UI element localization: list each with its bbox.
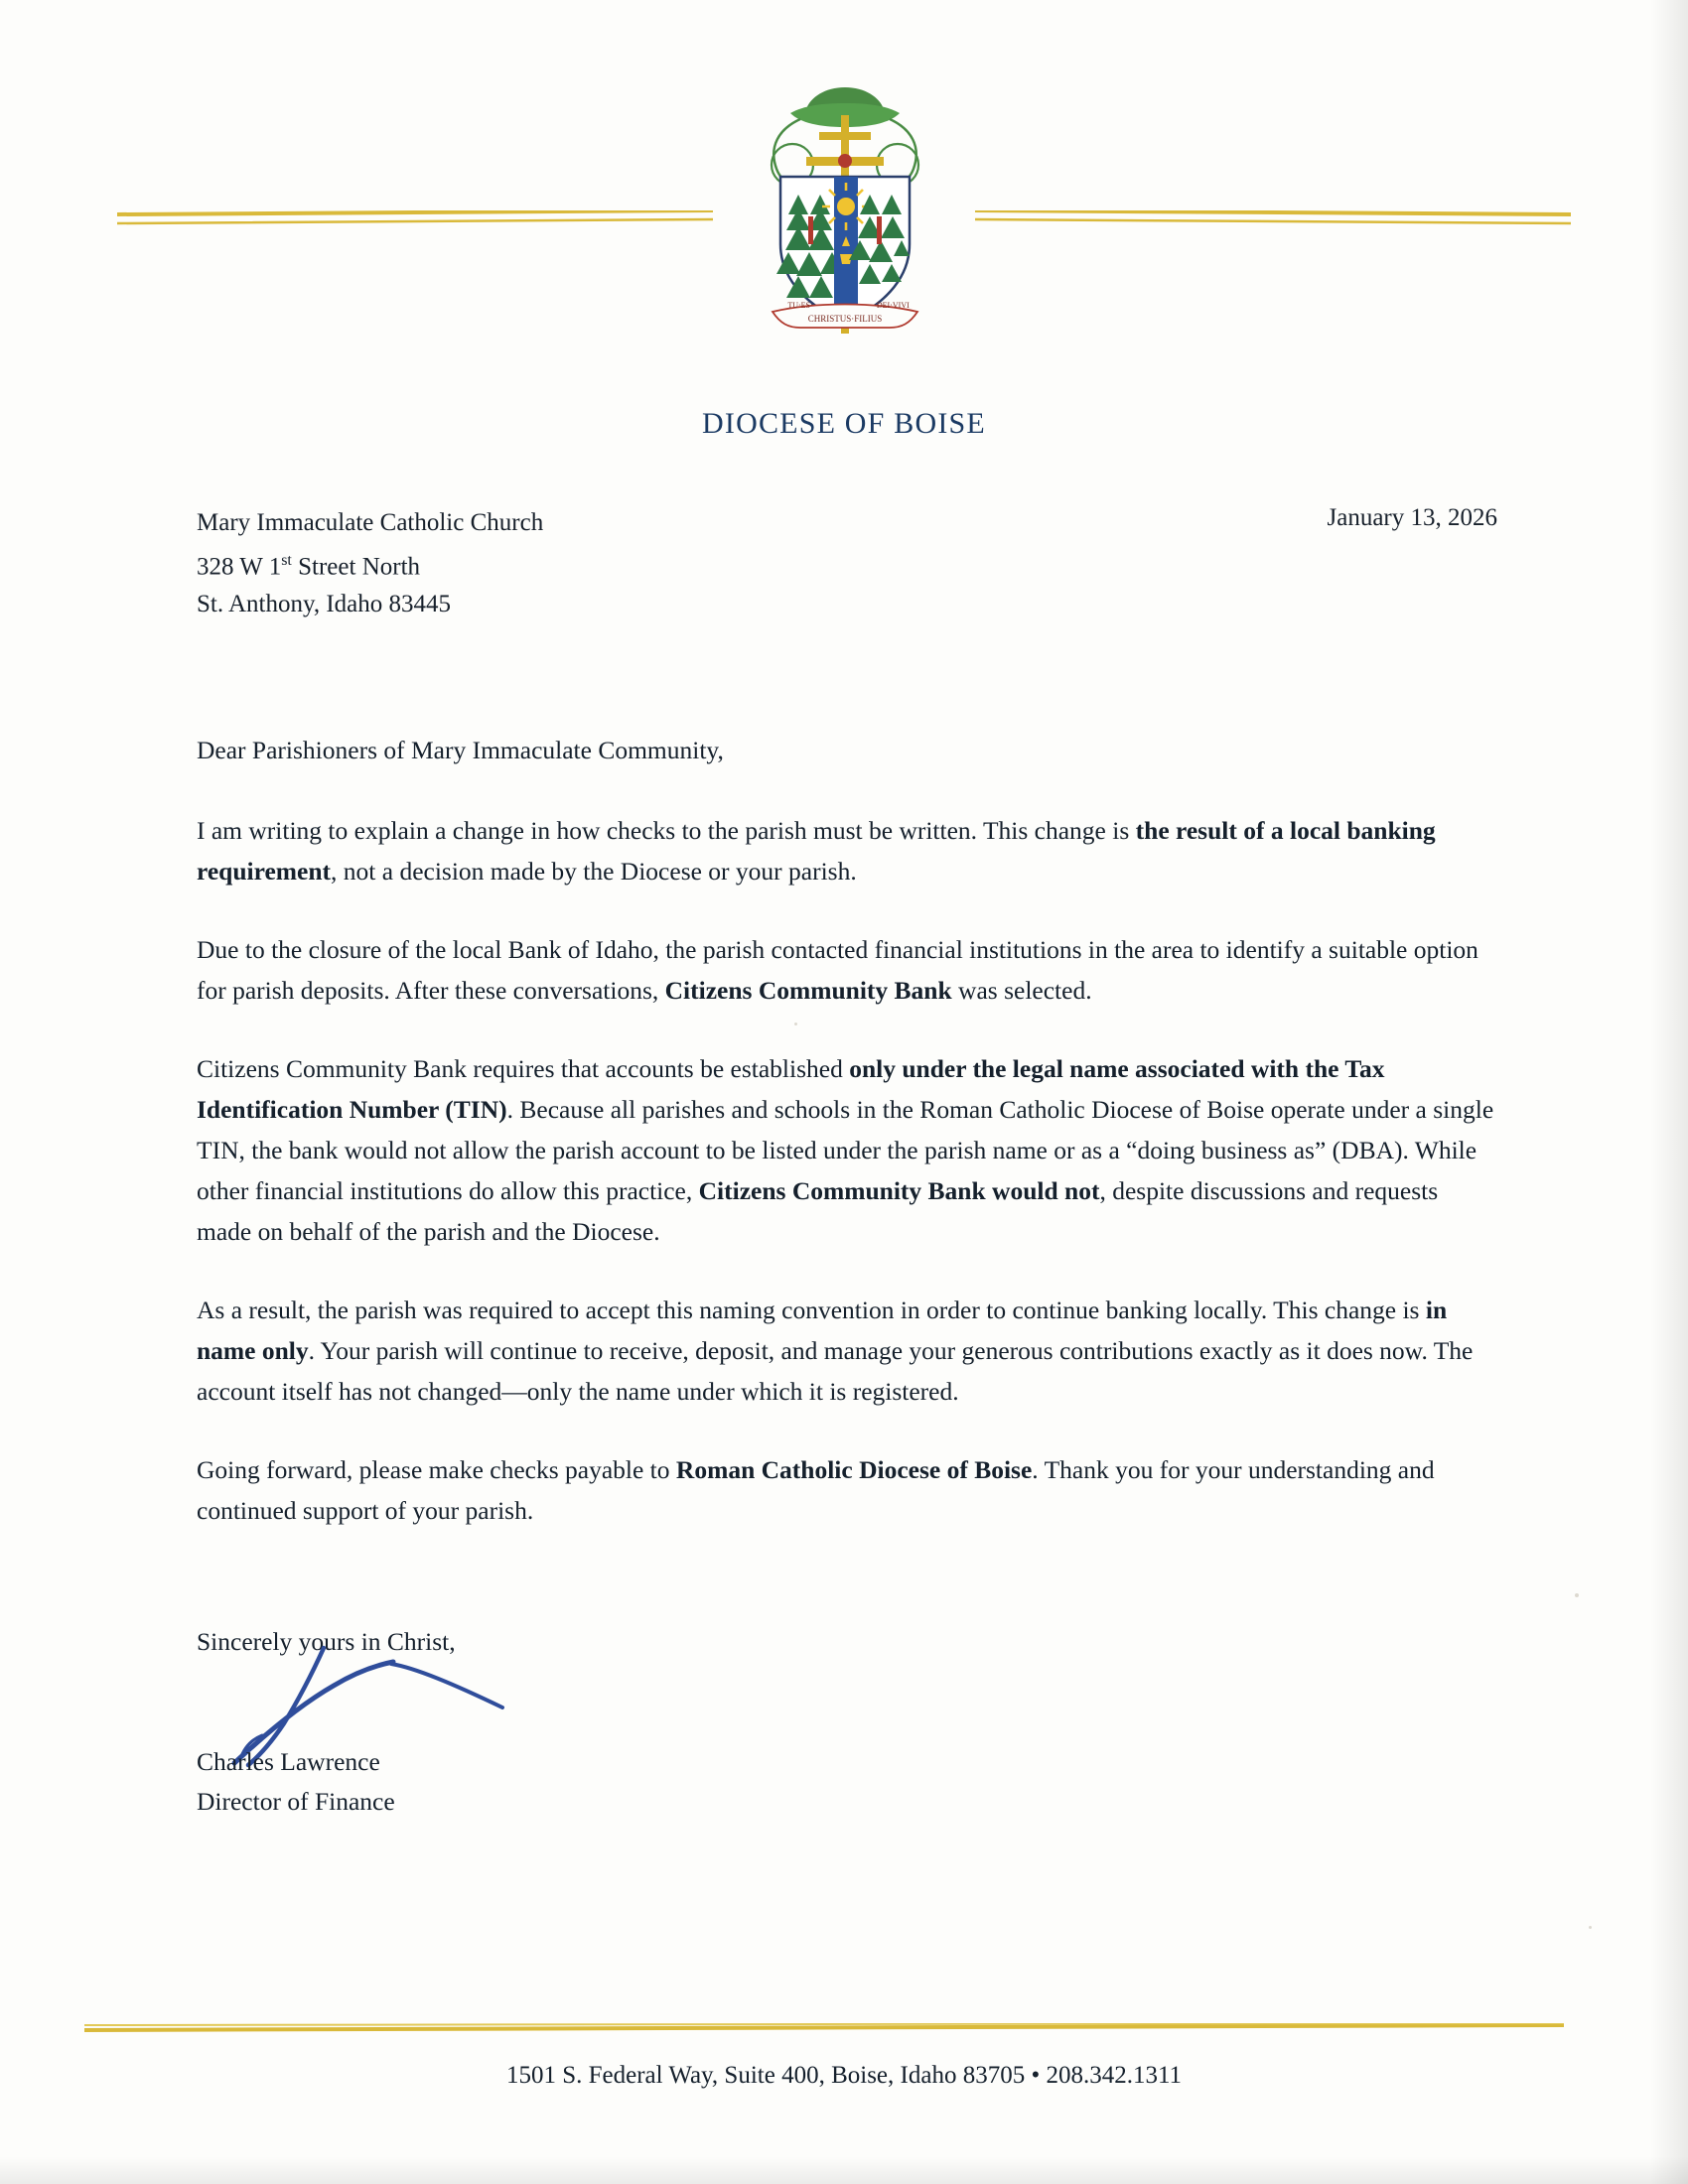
recipient-line-2: [197, 542, 543, 586]
salutation: Dear Parishioners of Mary Immaculate Community,: [197, 736, 724, 764]
recipient-line-2-pre: 328 W 1: [197, 553, 282, 581]
svg-text:·DEI·VIVI: ·DEI·VIVI: [874, 301, 910, 310]
letterhead-rule-top: [117, 210, 1571, 228]
paragraph-1: I am writing to explain a change in how checks to the parish must be written. This change is the result of a local banking requirement, not a decision made by the Diocese or your parish.: [197, 816, 1436, 886]
paragraph-5: Going forward, please make checks payable to Roman Catholic Diocese of Boise. Thank you for your understanding and continued support of your parish.: [197, 1455, 1435, 1525]
signer-name: Charles Lawrence: [197, 1747, 380, 1776]
paragraph-4: As a result, the parish was required to accept this naming convention in order to continue banking locally. This change is in name only. Your parish will continue to receive, deposit, and manage your generous contributions exactly as it does now. The account itself has not changed—only the name under which it is registered.: [197, 1296, 1474, 1406]
recipient-line-2-ordinal: st: [281, 552, 292, 569]
recipient-line-1: Mary Immaculate Catholic Church: [197, 509, 544, 536]
scan-speck: [794, 1023, 797, 1025]
closing-line: Sincerely yours in Christ,: [197, 1627, 456, 1656]
page-title: DIOCESE OF BOISE: [702, 407, 986, 440]
scan-speck: [1589, 1926, 1592, 1929]
footer-contact: 1501 S. Federal Way, Suite 400, Boise, Idaho 83705 • 208.342.1311: [505, 2062, 1183, 2089]
letter-body: [197, 730, 1495, 1569]
paragraph-3: Citizens Community Bank requires that accounts be established only under the legal name associated with the Tax Identification Number (TIN). Because all parishes and schools in the Roman Catholic Diocese of Boise operate under a single TIN, the bank would not allow the parish account to be listed under the parish name or as a “doing business as” (DBA). While other financial institutions do allow this practice, Citizens Community Bank would not, despite discussions and requests made on behalf of the parish and the Diocese.: [197, 1054, 1494, 1246]
signature-block: [197, 1742, 395, 1822]
scan-edge-right: [1650, 0, 1688, 2184]
signer-title: Director of Finance: [197, 1787, 395, 1816]
recipient-address: [197, 504, 543, 623]
recipient-line-3: St. Anthony, Idaho 83445: [197, 591, 452, 618]
svg-text:CHRISTUS·FILIUS: CHRISTUS·FILIUS: [807, 314, 883, 324]
paragraph-2: Due to the closure of the local Bank of Idaho, the parish contacted financial institutions in the area to identify a suitable option for parish deposits. After these conversations, Citizens Community Bank was selected.: [197, 935, 1478, 1005]
scan-edge-bottom: [0, 2156, 1688, 2184]
letter-date: January 13, 2026: [1327, 504, 1497, 531]
svg-text:TU·ES·: TU·ES·: [787, 301, 813, 310]
scan-speck: [1575, 1593, 1579, 1597]
letterhead-rule-bottom: [84, 2020, 1564, 2030]
recipient-line-2-post: Street North: [291, 553, 421, 581]
